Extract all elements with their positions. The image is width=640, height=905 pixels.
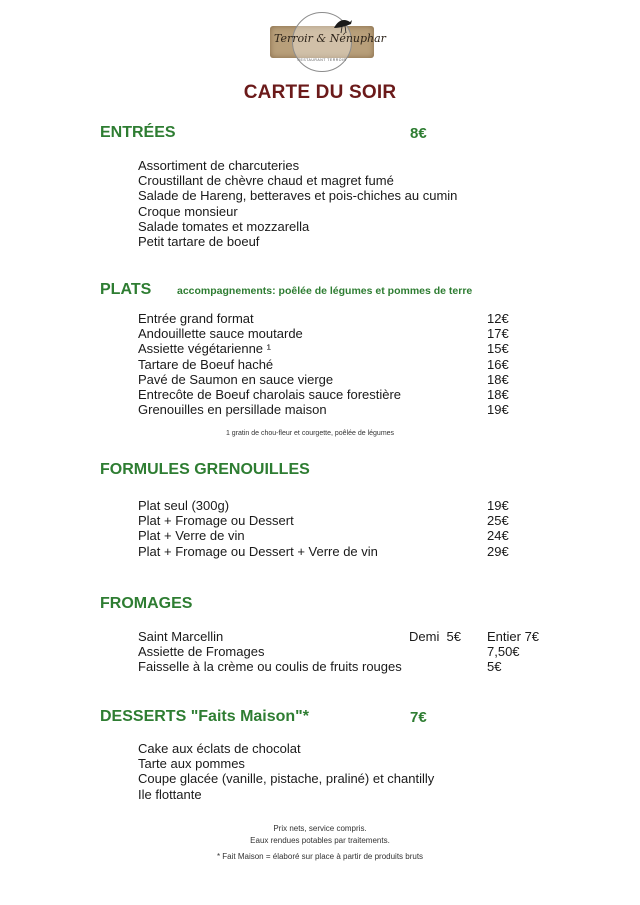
menu-row: Plat + Fromage ou Dessert + Verre de vin 29€ [138,543,509,559]
menu-row: Assiette de Fromages 7,50€ [138,644,520,660]
list-item: Cake aux éclats de chocolat [138,741,301,756]
plats-accompaniment: accompagnements: poêlée de légumes et pommes de terre [177,285,473,297]
menu-row: Pavé de Saumon en sauce vierge 18€ [138,371,509,387]
list-item: Croque monsieur [138,203,238,219]
restaurant-logo [268,12,386,70]
formules-title: FORMULES GRENOUILLES [100,461,310,478]
page-title: CARTE DU SOIR [243,82,397,103]
plats-list [138,311,538,417]
list-item: Croustillant de chèvre chaud et magret fumé [138,173,394,189]
footer-water-note: Eaux rendues potables par traitements. [250,836,390,845]
logo-name: Terroir & Nénuphar [274,32,386,45]
footer-homemade-note: * Fait Maison = élaboré sur place à partir de produits bruts [216,852,424,861]
menu-row: Plat + Fromage ou Dessert 25€ [138,513,509,529]
menu-row: Tartare de Boeuf haché 16€ [138,356,509,372]
formules-list [138,498,538,559]
list-item: Petit tartare de boeuf [138,233,260,249]
list-item: Ile flottante [138,786,202,802]
menu-row: Entrecôte de Boeuf charolais sauce forestière 18€ [138,386,509,402]
fromages-title: FROMAGES [100,595,193,612]
entrees-list [138,158,558,249]
menu-row: Andouillette sauce moutarde 17€ [138,326,509,342]
list-item: Assortiment de charcuteries [138,158,300,173]
heron-icon [330,14,354,34]
desserts-list [138,741,558,802]
menu-row: Plat + Verre de vin 24€ [138,528,509,544]
plats-footnote: 1 gratin de chou-fleur et courgette, poêlée de légumes [225,430,395,437]
footer-prices-note: Prix nets, service compris. [273,824,367,833]
desserts-price: 7€ [410,709,427,726]
fromages-list [138,629,558,675]
entrees-price: 8€ [410,125,427,142]
menu-row: Saint Marcellin Demi 5€ Entier 7€ [138,629,540,644]
menu-row: Assiette végétarienne ¹ 15€ [138,341,509,357]
desserts-title: DESSERTS "Faits Maison"* [100,708,309,725]
menu-row: Grenouilles en persillade maison 19€ [138,402,509,418]
logo-subtitle: RESTAURANT TERROIR [297,58,347,62]
list-item: Coupe glacée (vanille, pistache, praliné) et chantilly [138,771,435,787]
list-item: Tarte aux pommes [138,756,245,772]
list-item: Salade tomates et mozzarella [138,218,310,234]
plats-title: PLATS [100,281,152,298]
entrees-title: ENTRÉES [100,124,176,141]
menu-row: Faisselle à la crème ou coulis de fruits rouges 5€ [138,659,502,675]
menu-row: Plat seul (300g) 19€ [138,498,509,513]
list-item: Salade de Hareng, betteraves et pois-chiches au cumin [138,188,458,204]
menu-row: Entrée grand format 12€ [138,311,509,326]
